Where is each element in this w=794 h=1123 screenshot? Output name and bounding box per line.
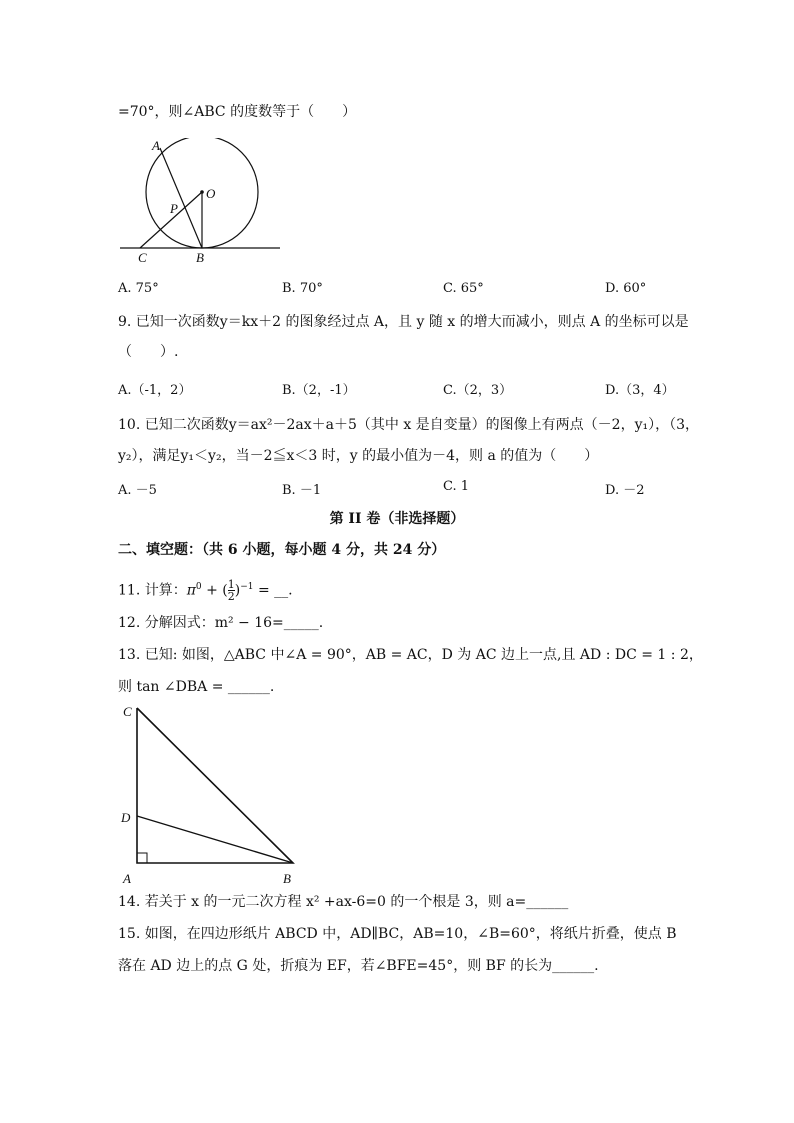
- q11-neg-exp: −1: [240, 582, 254, 592]
- q10-option-b: B. －1: [282, 483, 322, 498]
- q8-option-b: B. 70°: [282, 281, 323, 296]
- q11-equals: = __.: [253, 582, 293, 599]
- q13-line2: 则 tan ∠DBA = ______.: [118, 679, 275, 695]
- q13-label-a: A: [123, 871, 131, 886]
- q10-option-d: D. －2: [605, 483, 645, 498]
- q15-line2: 落在 AD 边上的点 G 处，折痕为 EF，若∠BFE=45°，则 BF 的长为______.: [118, 958, 599, 974]
- q8-option-c: C. 65°: [443, 281, 484, 296]
- q9-line2: （ ）.: [118, 344, 179, 360]
- q8-option-a: A. 75°: [118, 281, 159, 296]
- q8-label-p: P: [170, 201, 178, 216]
- q13-triangle-figure: [115, 700, 315, 890]
- q8-circle-figure: [110, 138, 310, 268]
- q8-label-c: C: [138, 250, 147, 265]
- section-title: 第 II 卷（非选择题）: [329, 511, 465, 527]
- q9-line1: 9. 已知一次函数y＝kx＋2 的图象经过点 A，且 y 随 x 的增大而减小，则点 A 的坐标可以是: [118, 314, 689, 330]
- q11-fraction: [228, 579, 235, 602]
- q11-prefix: 11. 计算：: [118, 582, 187, 599]
- q13-label-b: B: [283, 871, 291, 886]
- q11-denominator: 2: [227, 590, 235, 604]
- q13-label-d: D: [121, 810, 131, 825]
- q8-option-d: D. 60°: [605, 281, 647, 296]
- q9-option-b: B.（2，-1）: [282, 383, 356, 398]
- q8-label-a: A: [152, 138, 160, 153]
- q13-label-c: C: [123, 704, 132, 719]
- q11-line: [118, 578, 293, 602]
- q9-option-a: A.（-1，2）: [118, 383, 192, 398]
- q11-plus: + (: [201, 582, 228, 599]
- q10-line2: y₂），满足y₁＜y₂，当－2≦x＜3 时，y 的最小值为－4，则 a 的值为（ ）: [118, 448, 599, 464]
- q13-line1: 13. 已知: 如图，△ABC 中∠A = 90°，AB = AC，D 为 AC 边上一点,且 AD : DC = 1 : 2，: [118, 647, 703, 663]
- q8-stem-tail: =70°，则∠ABC 的度数等于（ ）: [118, 104, 357, 120]
- q10-line1: 10. 已知二次函数y＝ax²－2ax＋a＋5（其中 x 是自变量）的图像上有两点（－2，y₁），（3，: [118, 417, 700, 433]
- q11-close: ): [234, 582, 241, 599]
- q8-label-o: O: [206, 186, 216, 201]
- q14-line: 14. 若关于 x 的一元二次方程 x² +ax-6=0 的一个根是 3，则 a=______: [118, 894, 569, 910]
- q11-numerator: 1: [227, 578, 235, 592]
- q8-label-b: B: [196, 250, 204, 265]
- q9-option-d: D.（3，4）: [605, 383, 675, 398]
- q12-line: 12. 分解因式：m² − 16=_____.: [118, 615, 324, 631]
- q10-option-c: C. 1: [443, 479, 470, 494]
- q9-option-c: C.（2，3）: [443, 383, 513, 398]
- q10-option-a: A. －5: [118, 483, 157, 498]
- section-subtitle: 二、填空题：（共 6 小题，每小题 4 分，共 24 分）: [118, 542, 446, 558]
- q11-pi: π: [186, 582, 196, 599]
- q11-zero-exp: 0: [195, 582, 202, 592]
- q15-line1: 15. 如图，在四边形纸片 ABCD 中，AD∥BC，AB=10，∠B=60°，将纸片折叠，使点 B: [118, 926, 677, 942]
